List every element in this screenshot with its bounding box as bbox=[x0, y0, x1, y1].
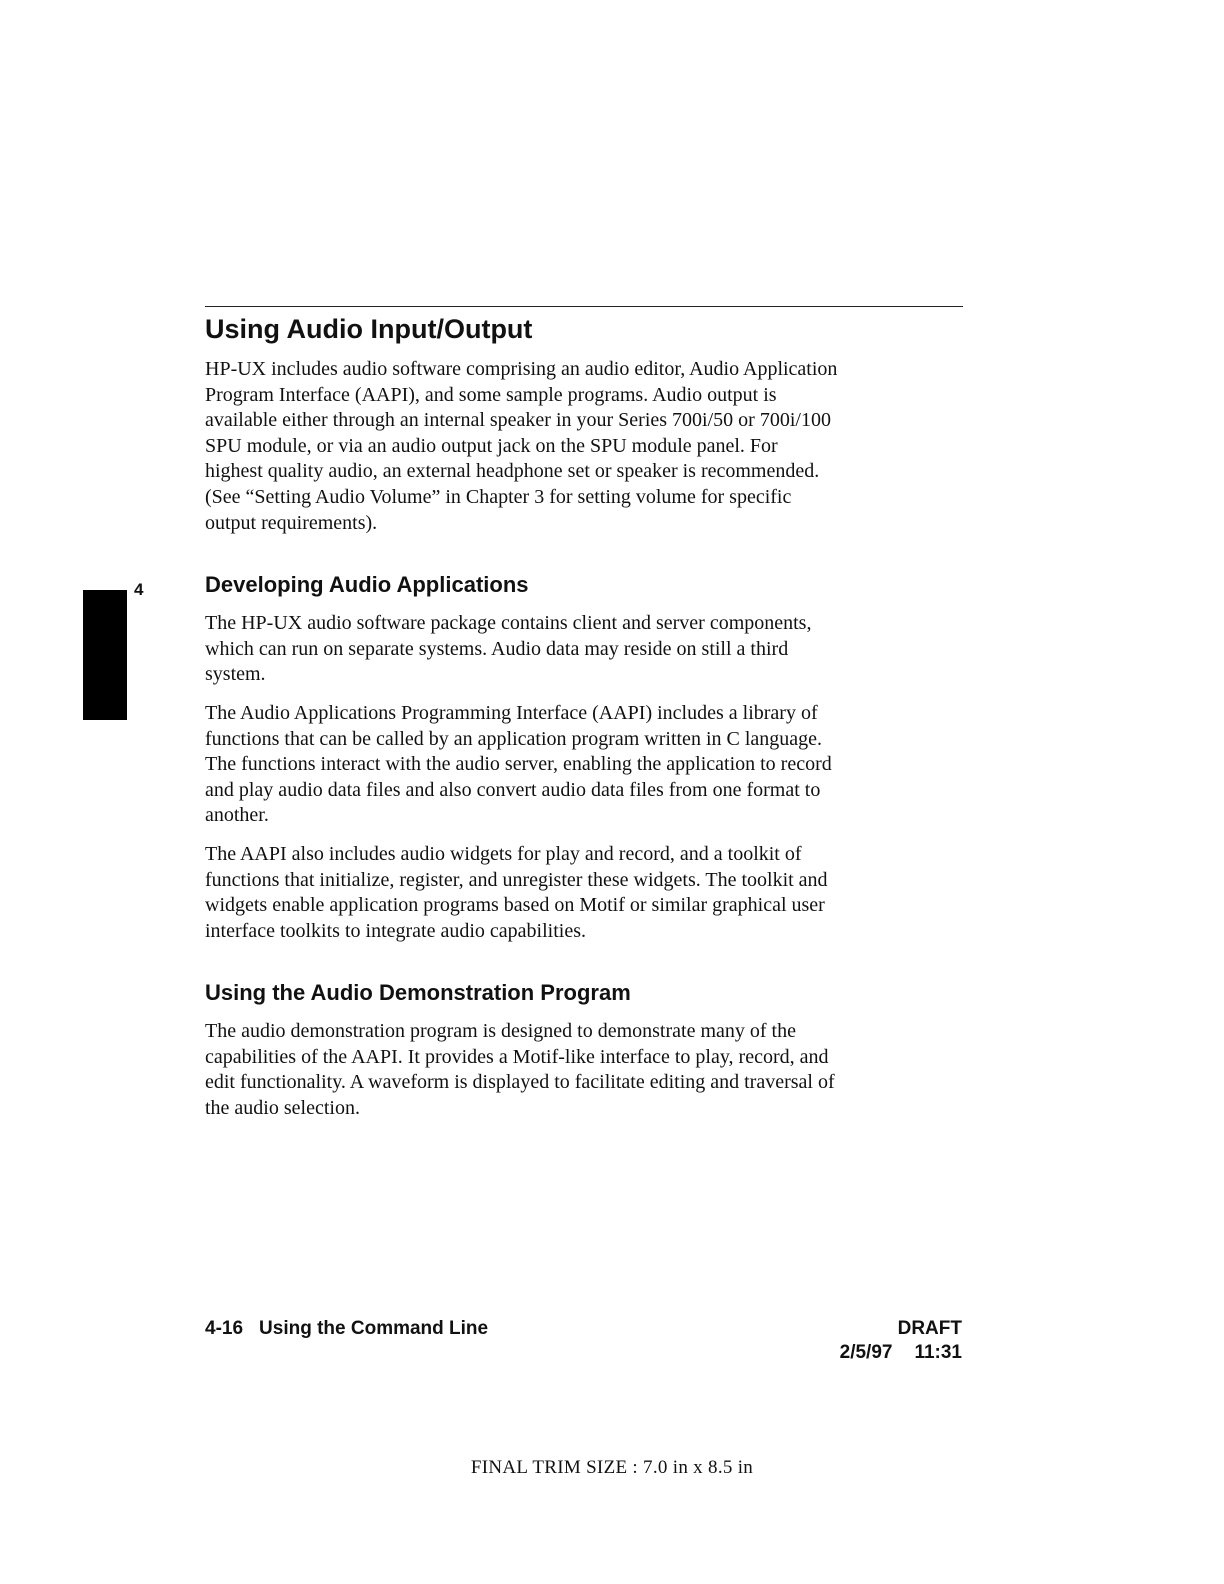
text-line: functions that can be called by an application program written in C language. bbox=[205, 727, 823, 750]
text-line: functions that initialize, register, and unregister these widgets. The toolkit and bbox=[205, 868, 828, 891]
text-line: the audio selection. bbox=[205, 1096, 360, 1119]
text-line: system. bbox=[205, 663, 266, 686]
text-line: The HP-UX audio software package contains client and server components, bbox=[205, 612, 812, 634]
section-title: Using Audio Input/Output bbox=[205, 314, 533, 344]
footer-page-number: 4-16 bbox=[205, 1318, 244, 1339]
footer-date-time bbox=[840, 1341, 962, 1365]
footer-date: 2/5/97 bbox=[839, 1342, 893, 1363]
text-line: interface toolkits to integrate audio capabilities. bbox=[205, 919, 586, 942]
text-line: which can run on separate systems. Audio data may reside on still a third bbox=[205, 637, 789, 660]
text-line: edit functionality. A waveform is displayed to facilitate editing and traversal of bbox=[205, 1071, 835, 1094]
text-line: (See “Setting Audio Volume” in Chapter 3 for setting volume for specific bbox=[205, 485, 792, 508]
text-line: widgets enable application programs based on Motif or similar graphical user bbox=[205, 894, 825, 917]
text-line: available either through an internal speaker in your Series 700i/50 or 700i/100 bbox=[205, 409, 831, 432]
footer-draft-status: DRAFT bbox=[897, 1318, 962, 1339]
demo-paragraph-1 bbox=[205, 1019, 970, 1121]
developing-paragraph-2 bbox=[205, 701, 970, 829]
text-line: The functions interact with the audio server, enabling the application to record bbox=[205, 753, 832, 776]
text-line: and play audio data files and also convert audio data files from one format to bbox=[205, 778, 821, 801]
footer-time: 11:31 bbox=[914, 1342, 962, 1363]
text-line: output requirements). bbox=[205, 511, 378, 534]
subsection-title-developing: Developing Audio Applications bbox=[205, 572, 529, 597]
text-line: highest quality audio, an external headphone set or speaker is recommended. bbox=[205, 460, 820, 483]
chapter-tab-marker bbox=[83, 590, 127, 720]
chapter-tab-number: 4 bbox=[134, 580, 144, 599]
text-line: The AAPI also includes audio widgets for play and record, and a toolkit of bbox=[205, 843, 802, 865]
trim-size-note: FINAL TRIM SIZE : 7.0 in x 8.5 in bbox=[470, 1457, 754, 1478]
text-line: HP-UX includes audio software comprising an audio editor, Audio Application bbox=[205, 358, 838, 380]
text-line: another. bbox=[205, 804, 269, 827]
text-line: The Audio Applications Programming Interface (AAPI) includes a library of bbox=[205, 702, 818, 724]
intro-paragraph bbox=[205, 357, 970, 536]
section-rule bbox=[205, 306, 963, 307]
developing-paragraph-1 bbox=[205, 611, 970, 688]
developing-paragraph-3 bbox=[205, 842, 970, 944]
text-line: SPU module, or via an audio output jack on the SPU module panel. For bbox=[205, 434, 778, 457]
footer-page-info bbox=[205, 1317, 488, 1341]
footer-chapter-title: Using the Command Line bbox=[259, 1318, 489, 1339]
text-line: The audio demonstration program is designed to demonstrate many of the bbox=[205, 1020, 796, 1042]
subsection-title-demo: Using the Audio Demonstration Program bbox=[205, 980, 631, 1005]
text-line: Program Interface (AAPI), and some sample programs. Audio output is bbox=[205, 383, 777, 406]
text-line: capabilities of the AAPI. It provides a Motif-like interface to play, record, and bbox=[205, 1045, 829, 1068]
